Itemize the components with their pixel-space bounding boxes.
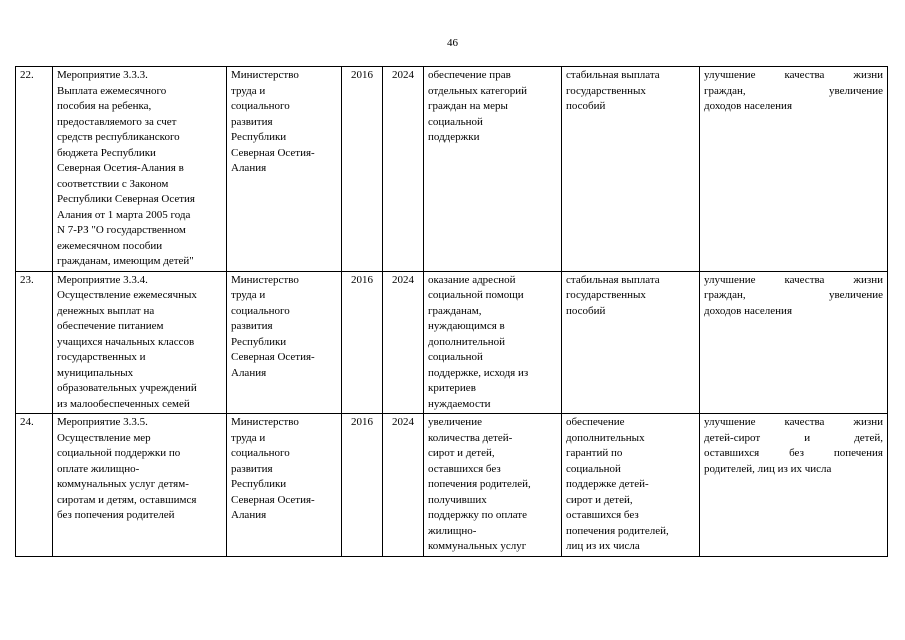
effect-cell-line: детей-сирот и детей,: [704, 431, 883, 444]
result-cell: [562, 414, 700, 557]
executor-cell-line: Северная Осетия-: [231, 493, 315, 506]
event-cell-line: Республики Северная Осетия: [57, 193, 195, 205]
result-cell-line: дополнительных: [566, 431, 645, 444]
event-cell-line: ежемесячном пособии: [57, 239, 163, 252]
direction-cell-line: поддержке, исходя из: [428, 366, 529, 379]
executor-cell-line: Министерство: [231, 273, 299, 286]
result-cell-line: стабильная выплата: [566, 69, 660, 81]
event-cell: [53, 271, 227, 414]
end-year-cell: 2024: [383, 271, 424, 414]
executor-cell-line: Алания: [231, 509, 267, 521]
executor-cell-line: труда и: [231, 431, 266, 444]
event-cell-line: Осуществление мер: [57, 431, 151, 444]
executor-cell-line: Республики: [231, 131, 287, 143]
row-number-cell: 24.: [16, 414, 53, 557]
end-year-cell: 2024: [383, 414, 424, 557]
effect-cell-line: доходов населения: [704, 100, 792, 112]
direction-cell-line: поддержки: [428, 131, 480, 143]
direction-cell: [424, 271, 562, 414]
measures-table: [15, 66, 888, 557]
executor-cell: [227, 271, 342, 414]
event-cell-line: гражданам, имеющим детей": [57, 255, 194, 267]
direction-cell-line: социальной: [428, 115, 483, 128]
result-cell-line: сирот и детей,: [566, 493, 633, 506]
direction-cell-line: дополнительной: [428, 335, 506, 348]
effect-cell-line: улучшение качества жизни: [704, 69, 883, 81]
result-cell-line: пособий: [566, 304, 606, 317]
result-cell-line: гарантий по: [566, 447, 623, 459]
result-cell-line: оставшихся без: [566, 509, 639, 521]
executor-cell-line: Алания: [231, 366, 267, 379]
effect-cell-line: улучшение качества жизни: [704, 416, 883, 428]
event-cell-line: муниципальных: [57, 366, 134, 379]
direction-cell-line: обеспечение прав: [428, 69, 511, 81]
result-cell-line: государственных: [566, 84, 646, 97]
executor-cell-line: социального: [231, 304, 290, 317]
event-cell-line: оплате жилищно-: [57, 462, 140, 475]
effect-cell: [700, 271, 888, 414]
page-number: 46: [447, 37, 458, 49]
event-cell-line: обеспечение питанием: [57, 320, 164, 332]
executor-cell-line: Министерство: [231, 416, 299, 428]
event-cell-line: Мероприятие 3.3.5.: [57, 416, 148, 428]
executor-cell-line: развития: [231, 115, 273, 128]
result-cell: [562, 67, 700, 272]
effect-cell-line: родителей, лиц из их числа: [704, 462, 832, 475]
direction-cell-line: оставшихся без: [428, 462, 501, 475]
result-cell-line: попечения родителей,: [566, 524, 669, 537]
executor-cell-line: Республики: [231, 478, 287, 490]
row-number-cell: 23.: [16, 271, 53, 414]
event-cell: [53, 67, 227, 272]
start-year-cell: 2016: [342, 67, 383, 272]
direction-cell-line: увеличение: [428, 416, 482, 428]
table-row: [16, 67, 888, 272]
executor-cell-line: социального: [231, 447, 290, 459]
result-cell-line: пособий: [566, 100, 606, 112]
event-cell: [53, 414, 227, 557]
executor-cell: [227, 67, 342, 272]
result-cell-line: социальной: [566, 462, 621, 475]
row-number-cell: 22.: [16, 67, 53, 272]
direction-cell-line: граждан на меры: [428, 100, 508, 112]
executor-cell-line: Республики: [231, 335, 287, 348]
event-cell-line: государственных и: [57, 351, 146, 363]
event-cell-line: коммунальных услуг детям-: [57, 478, 189, 490]
direction-cell-line: гражданам,: [428, 304, 482, 317]
executor-cell-line: труда и: [231, 84, 266, 97]
result-cell-line: поддержке детей-: [566, 478, 649, 490]
table-body: [16, 67, 888, 557]
result-cell-line: обеспечение: [566, 416, 625, 428]
event-cell-line: Алания от 1 марта 2005 года: [57, 208, 191, 221]
direction-cell-line: попечения родителей,: [428, 478, 531, 490]
table-row: [16, 271, 888, 414]
end-year-cell: 2024: [383, 67, 424, 272]
direction-cell-line: нуждаемости: [428, 397, 491, 410]
result-cell-line: государственных: [566, 289, 646, 301]
executor-cell-line: Северная Осетия-: [231, 351, 315, 363]
event-cell-line: без попечения родителей: [57, 509, 175, 521]
event-cell-line: соответствии с Законом: [57, 177, 169, 190]
event-cell-line: Выплата ежемесячного: [57, 84, 167, 97]
executor-cell-line: Алания: [231, 162, 267, 174]
effect-cell: [700, 67, 888, 272]
executor-cell-line: Северная Осетия-: [231, 146, 315, 159]
effect-cell-line: оставшихся без попечения: [704, 447, 883, 459]
event-cell-line: бюджета Республики: [57, 146, 156, 159]
effect-cell-line: доходов населения: [704, 304, 792, 317]
event-cell-line: Мероприятие 3.3.4.: [57, 273, 148, 286]
direction-cell-line: оказание адресной: [428, 273, 516, 286]
event-cell-line: денежных выплат на: [57, 304, 155, 317]
direction-cell: [424, 414, 562, 557]
executor-cell-line: труда и: [231, 289, 266, 301]
direction-cell-line: социальной: [428, 351, 483, 363]
effect-cell-line: улучшение качества жизни: [704, 273, 883, 286]
direction-cell-line: социальной помощи: [428, 289, 524, 301]
event-cell-line: предоставляемого за счет: [57, 115, 177, 128]
direction-cell-line: сирот и детей,: [428, 447, 495, 459]
event-cell-line: учащихся начальных классов: [57, 335, 195, 348]
direction-cell-line: коммунальных услуг: [428, 540, 527, 552]
event-cell-line: социальной поддержки по: [57, 447, 181, 459]
start-year-cell: 2016: [342, 271, 383, 414]
event-cell-line: из малообеспеченных семей: [57, 397, 190, 410]
table-row: [16, 414, 888, 557]
executor-cell-line: социального: [231, 100, 290, 112]
event-cell-line: Осуществление ежемесячных: [57, 289, 197, 301]
executor-cell-line: развития: [231, 462, 273, 475]
direction-cell-line: критериев: [428, 382, 476, 394]
direction-cell: [424, 67, 562, 272]
event-cell-line: Мероприятие 3.3.3.: [57, 69, 148, 81]
direction-cell-line: нуждающимся в: [428, 320, 505, 332]
direction-cell-line: жилищно-: [428, 524, 477, 537]
event-cell-line: сиротам и детям, оставшимся: [57, 493, 197, 506]
effect-cell-line: граждан, увеличение: [704, 289, 883, 301]
effect-cell-line: граждан, увеличение: [704, 84, 883, 97]
event-cell-line: образовательных учреждений: [57, 382, 197, 394]
event-cell-line: пособия на ребенка,: [57, 100, 152, 112]
direction-cell-line: количества детей-: [428, 431, 513, 444]
direction-cell-line: отдельных категорий: [428, 84, 528, 97]
start-year-cell: 2016: [342, 414, 383, 557]
result-cell-line: лиц из их числа: [566, 540, 640, 552]
effect-cell: [700, 414, 888, 557]
event-cell-line: средств республиканского: [57, 131, 180, 143]
event-cell-line: Северная Осетия-Алания в: [57, 162, 184, 174]
direction-cell-line: поддержку по оплате: [428, 509, 527, 521]
direction-cell-line: получивших: [428, 493, 487, 506]
result-cell-line: стабильная выплата: [566, 273, 660, 286]
executor-cell: [227, 414, 342, 557]
event-cell-line: N 7-РЗ "О государственном: [57, 224, 186, 236]
executor-cell-line: Министерство: [231, 69, 299, 81]
result-cell: [562, 271, 700, 414]
executor-cell-line: развития: [231, 320, 273, 332]
